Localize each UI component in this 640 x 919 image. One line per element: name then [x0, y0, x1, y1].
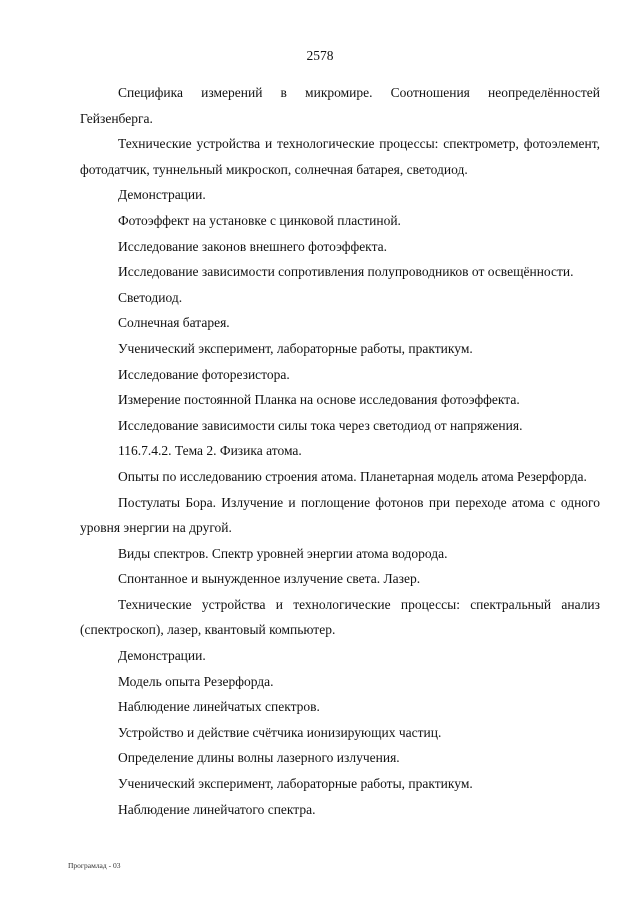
- paragraph: Исследование законов внешнего фотоэффекта.: [118, 238, 387, 254]
- paragraph: Фотоэффект на установке с цинковой пластиной.: [118, 212, 401, 228]
- paragraph: Демонстрации.: [118, 187, 206, 203]
- paragraph: Исследование зависимости сопротивления полупроводников от освещённости.: [118, 264, 574, 280]
- paragraph: Постулаты Бора. Излучение и поглощение фотонов при переходе атома с одного уровня энергии на другой.: [80, 494, 600, 536]
- paragraph: Модель опыта Резерфорда.: [118, 673, 274, 689]
- section-heading: 116.7.4.2. Тема 2. Физика атома.: [118, 443, 302, 459]
- paragraph: Наблюдение линейчатых спектров.: [118, 699, 320, 715]
- paragraph: Ученический эксперимент, лабораторные работы, практикум.: [118, 776, 473, 792]
- paragraph: Устройство и действие счётчика ионизирующих частиц.: [118, 724, 442, 740]
- paragraph: Ученический эксперимент, лабораторные работы, практикум.: [118, 340, 473, 356]
- paragraph: Технические устройства и технологические процессы: спектральный анализ (спектроскоп), лазер, квантовый компьютер.: [80, 596, 600, 638]
- paragraph: Солнечная батарея.: [118, 315, 230, 331]
- paragraph: Специфика измерений в микромире. Соотношения неопределённостей Гейзенберга.: [80, 85, 600, 126]
- footer-code: Програмлад - 03: [68, 861, 121, 870]
- paragraph: Светодиод.: [118, 289, 183, 305]
- page-number: 2578: [306, 48, 334, 63]
- paragraph: Спонтанное и вынужденное излучение света. Лазер.: [118, 571, 421, 587]
- paragraph: Измерение постоянной Планка на основе исследования фотоэффекта.: [118, 392, 520, 408]
- paragraph: Технические устройства и технологические процессы: спектрометр, фотоэлемент, фотодатчик, туннельный микроскоп, солнечная батарея, светодиод.: [80, 136, 600, 177]
- paragraph: Определение длины волны лазерного излучения.: [118, 750, 400, 766]
- paragraph: Опыты по исследованию строения атома. Планетарная модель атома Резерфорда.: [118, 468, 587, 484]
- paragraph: Виды спектров. Спектр уровней энергии атома водорода.: [118, 545, 448, 561]
- document-body: [80, 80, 600, 822]
- paragraph: Наблюдение линейчатого спектра.: [118, 801, 316, 817]
- paragraph: Демонстрации.: [118, 648, 206, 664]
- paragraph: Исследование фоторезистора.: [118, 366, 290, 382]
- paragraph: Исследование зависимости силы тока через светодиод от напряжения.: [118, 417, 523, 433]
